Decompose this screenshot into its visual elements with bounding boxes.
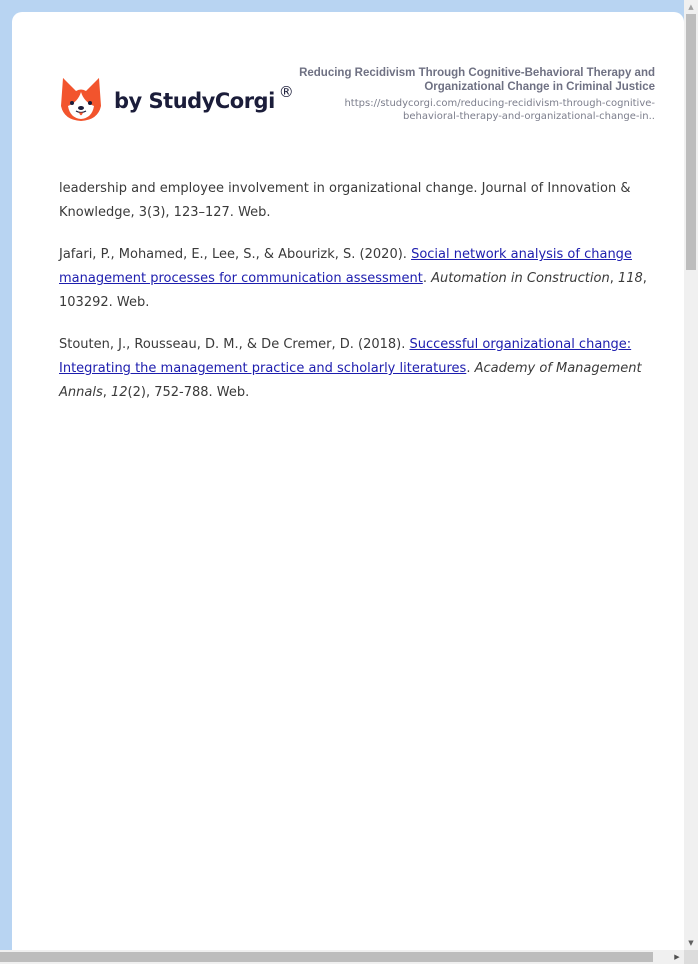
reference-text: leadership and employee involvement in organizational change. Journal of Innovation & Knowledge, 3(3), 123–127. Web.	[59, 181, 631, 220]
vertical-scroll-thumb[interactable]	[686, 14, 696, 270]
reference-pages: (2), 752-788. Web.	[127, 385, 250, 400]
reference-link[interactable]: Social network analysis of change management processes for communication assessment	[59, 247, 632, 286]
scroll-up-arrow-icon[interactable]: ▲	[688, 3, 694, 11]
reference-volume: 118	[617, 271, 643, 286]
reference-journal: Academy of Management Annals	[59, 361, 642, 400]
logo-wordmark: by StudyCorgi	[114, 89, 275, 113]
reference-journal: Automation in Construction	[431, 271, 610, 286]
vertical-scrollbar[interactable]	[684, 0, 698, 950]
studycorgi-logo[interactable]	[60, 76, 293, 122]
reference-item	[59, 333, 659, 405]
reference-separator: .	[422, 271, 432, 286]
scroll-right-arrow-icon[interactable]: ▶	[674, 953, 680, 961]
reference-authors: Stouten, J., Rousseau, D. M., & De Cremer, D. (2018).	[59, 337, 410, 352]
horizontal-scroll-thumb[interactable]	[0, 952, 653, 962]
references-list	[59, 177, 659, 423]
document-meta	[295, 66, 655, 123]
reference-item	[59, 243, 659, 315]
reference-pages: , 103292. Web.	[59, 271, 647, 310]
document-url[interactable]: https://studycorgi.com/reducing-recidivism-through-cognitive-behavioral-therapy-and-organizational-change-in..	[344, 98, 655, 122]
page-header	[12, 12, 684, 152]
reference-authors: Jafari, P., Mohamed, E., Lee, S., & Abourizk, S. (2020).	[59, 247, 412, 262]
reference-item	[59, 177, 659, 225]
scrollbar-corner	[684, 950, 698, 964]
registered-mark: ®	[278, 83, 294, 101]
horizontal-scrollbar[interactable]	[0, 950, 684, 964]
reference-separator: .	[466, 361, 475, 376]
document-page	[12, 12, 684, 950]
reference-link[interactable]: Successful organizational change: Integrating the management practice and scholarly literatures	[59, 337, 632, 376]
reference-separator: ,	[102, 385, 111, 400]
document-title: Reducing Recidivism Through Cognitive-Behavioral Therapy and Organizational Change in Criminal Justice	[299, 67, 655, 93]
reference-volume: 12	[111, 385, 128, 400]
logo-text	[114, 83, 294, 113]
scroll-down-arrow-icon[interactable]: ▼	[688, 939, 694, 947]
corgi-logo-icon	[60, 76, 102, 122]
reference-separator: ,	[609, 271, 618, 286]
